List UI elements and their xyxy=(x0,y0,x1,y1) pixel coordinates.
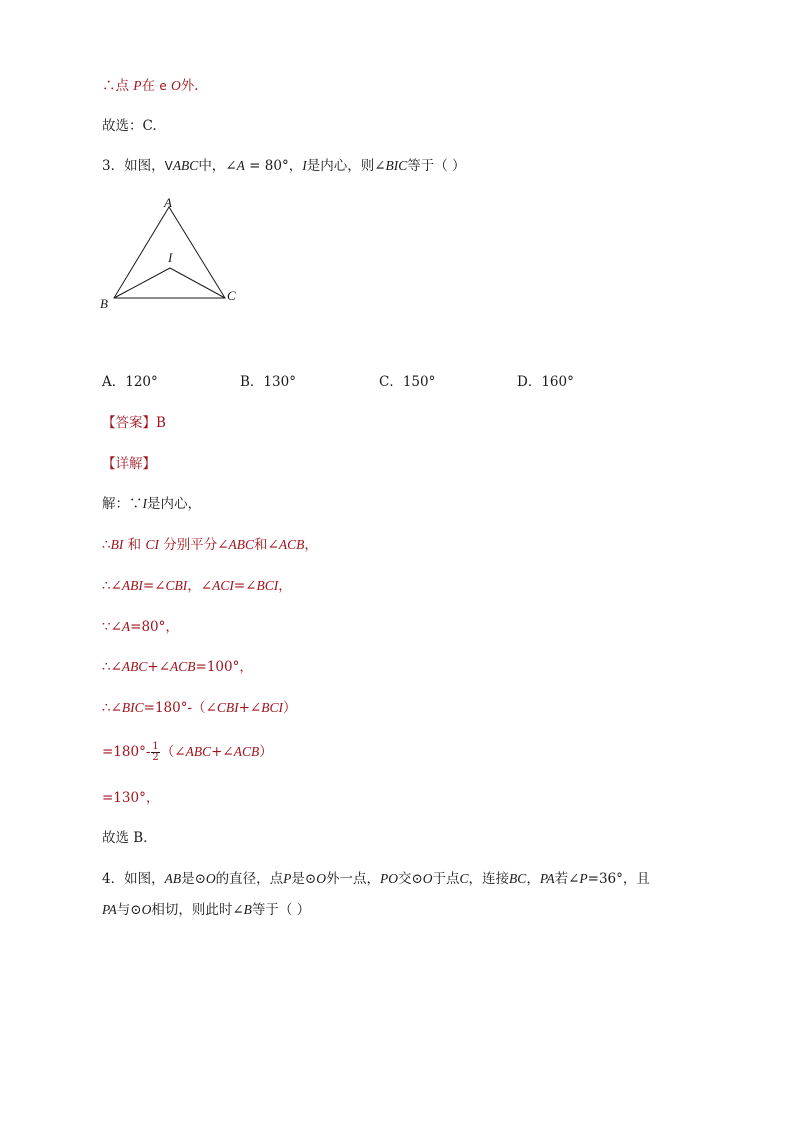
text: ACB xyxy=(278,537,305,552)
text: ，∠ xyxy=(187,578,213,594)
text: BCI xyxy=(261,700,283,715)
text: ∴∠ xyxy=(102,659,122,675)
text: ， xyxy=(288,158,303,174)
text: O xyxy=(205,871,216,886)
text: O xyxy=(316,871,326,886)
solution-line-7 xyxy=(102,742,273,763)
text: ACB xyxy=(233,744,260,759)
triangle-figure xyxy=(95,190,255,315)
text: CBI xyxy=(216,700,239,715)
text: =80°， xyxy=(130,619,179,635)
incenter-lines xyxy=(114,268,225,298)
text: ABC xyxy=(121,659,148,674)
text: PO xyxy=(379,871,398,886)
prev-choice-line xyxy=(102,117,157,135)
text: ∠ xyxy=(217,537,229,553)
var-o: O xyxy=(171,78,181,93)
text: 若∠ xyxy=(554,871,580,887)
text: 分别平分 xyxy=(158,537,218,553)
text: 2 xyxy=(152,752,159,763)
text: BCI xyxy=(256,578,279,593)
solution-line-1 xyxy=(102,495,201,513)
text: ） xyxy=(259,744,273,760)
text: CI xyxy=(145,537,159,552)
q4-stem-line-1 xyxy=(102,870,650,888)
solution-line-6 xyxy=(102,699,296,717)
text: ， xyxy=(278,578,292,594)
text: 1 xyxy=(152,741,159,752)
text: =∠ xyxy=(142,578,166,594)
text: ABI xyxy=(121,578,143,593)
text: =36°，且 xyxy=(587,871,650,887)
solution-line-2 xyxy=(102,536,318,554)
text: PA xyxy=(539,871,555,886)
label-c: C xyxy=(227,288,236,303)
text: =180°- xyxy=(102,744,151,760)
text: CBI xyxy=(165,578,188,593)
option-c[interactable]: C．150° xyxy=(379,374,436,390)
text: I xyxy=(142,496,147,511)
text: 【详解】 xyxy=(102,456,156,472)
text: 和 xyxy=(254,537,268,553)
text: C xyxy=(459,871,469,886)
q4-stem-line-2 xyxy=(102,901,310,919)
text: 故选 B． xyxy=(102,830,157,846)
solution-line-8 xyxy=(102,789,159,807)
text: 于点 xyxy=(432,871,460,887)
text: 是⊙ xyxy=(181,871,206,887)
circle-symbol: e xyxy=(159,79,167,93)
text: 是内心，则 xyxy=(306,158,375,174)
solution-line-9 xyxy=(102,829,157,847)
text: 等于（ ） xyxy=(251,902,311,918)
label-b: B xyxy=(100,296,108,311)
text: ∠ xyxy=(374,158,386,174)
option-b[interactable]: B．130° xyxy=(240,374,296,390)
text: =130°， xyxy=(102,790,160,806)
fraction-half xyxy=(151,742,159,763)
text: （∠ xyxy=(160,744,186,760)
text: 和 xyxy=(123,537,146,553)
text: 解： xyxy=(102,496,129,512)
text: =100°， xyxy=(195,659,253,675)
text: +∠ xyxy=(238,700,262,716)
text: ABC xyxy=(185,744,212,759)
text: ∴ xyxy=(102,537,111,553)
text: A xyxy=(236,158,245,173)
text: PA xyxy=(102,902,117,917)
text: BC xyxy=(509,871,527,886)
option-d[interactable]: D．160° xyxy=(517,374,574,390)
solution-line-5 xyxy=(102,658,253,676)
text: P xyxy=(283,871,292,886)
text: 3．如图， xyxy=(102,158,165,174)
solution-line-3 xyxy=(102,577,292,595)
text: ∠ xyxy=(267,537,279,553)
text: P xyxy=(579,871,588,886)
text: ，连接 xyxy=(468,871,510,887)
text: = 80° xyxy=(244,158,289,174)
option-a[interactable]: A．120° xyxy=(102,374,158,390)
text: 等于（ ） xyxy=(407,158,466,174)
text: BIC xyxy=(385,158,408,173)
prev-choice-text: 故选：C. xyxy=(102,118,157,134)
text: AB xyxy=(164,871,182,886)
text: 点 xyxy=(115,78,129,94)
text: +∠ xyxy=(147,659,171,675)
text: 中， xyxy=(198,158,226,174)
q3-stem xyxy=(102,157,466,175)
text: ） xyxy=(282,700,297,716)
text: 4．如图， xyxy=(102,871,165,887)
therefore-symbol: ∴ xyxy=(102,78,116,94)
text: BIC xyxy=(121,700,144,715)
solution-line-4 xyxy=(102,618,179,636)
text: +∠ xyxy=(211,744,234,760)
triangle-symbol: V xyxy=(164,159,173,173)
text: 是内心， xyxy=(147,496,201,512)
text: ∵∠ xyxy=(102,619,122,635)
label-a: A xyxy=(164,195,172,210)
text: O xyxy=(422,871,433,886)
text: ACI xyxy=(212,578,234,593)
text: ∴∠ xyxy=(102,700,122,716)
text: A xyxy=(121,619,131,634)
text: B xyxy=(243,902,252,917)
text: 外一点， xyxy=(325,871,380,887)
answer-line xyxy=(102,414,166,432)
text: ABC xyxy=(172,158,199,173)
detail-heading xyxy=(102,455,156,473)
text: 外. xyxy=(180,78,199,94)
text: ， xyxy=(304,537,318,553)
label-i: I xyxy=(168,250,173,265)
text: ABC xyxy=(228,537,255,552)
text: 是⊙ xyxy=(291,871,317,887)
text: O xyxy=(141,902,152,917)
var-p: P xyxy=(133,78,142,93)
text: ACB xyxy=(170,659,196,674)
text: ∴∠ xyxy=(102,578,122,594)
prev-conclusion-line xyxy=(102,77,199,95)
text: 的直径，点 xyxy=(215,871,284,887)
text: I xyxy=(302,158,307,173)
text: ， xyxy=(526,871,540,887)
text: ∠ xyxy=(225,158,237,174)
text: 相切，则此时∠ xyxy=(151,902,244,918)
text: =180°-（∠ xyxy=(143,700,217,716)
text: 在 xyxy=(141,78,156,94)
text: 与⊙ xyxy=(116,902,142,918)
answer-text: 【答案】B xyxy=(102,415,166,431)
text: =∠ xyxy=(233,578,257,594)
text: 交⊙ xyxy=(397,871,423,887)
text: ∵ xyxy=(129,496,143,512)
text: BI xyxy=(110,537,124,552)
